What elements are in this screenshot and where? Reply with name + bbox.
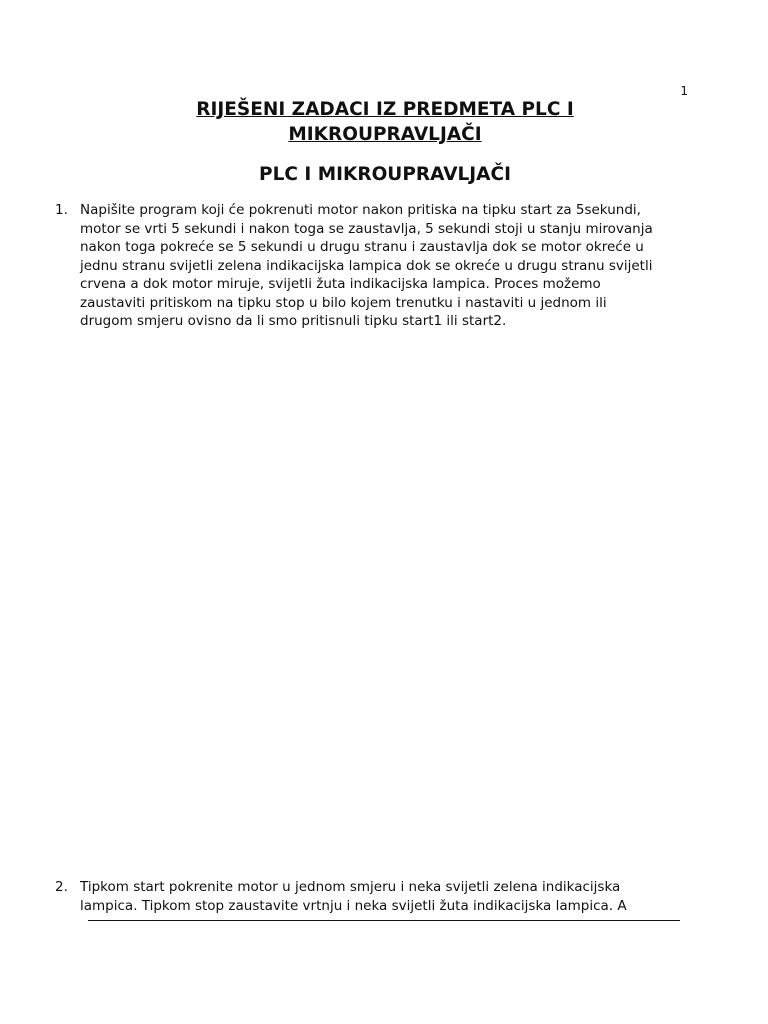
task-line: zaustaviti pritiskom na tipku stop u bilo kojem trenutku i nastaviti u jednom ili <box>80 294 607 311</box>
task-line: Napišite program koji će pokrenuti motor nakon pritiska na tipku start za 5sekundi, <box>80 202 641 218</box>
task-number: 1. <box>55 202 68 218</box>
task-number: 2. <box>55 879 68 895</box>
task-line: crvena a dok motor miruje, svijetli žuta indikacijska lampica. Proces možemo <box>80 276 601 292</box>
task-line: motor se vrti 5 sekundi i nakon toga se zaustavlja, 5 sekundi stoji u stanju mirovanja <box>80 220 653 237</box>
page-number: 1 <box>680 84 688 98</box>
task-line: Tipkom start pokrenite motor u jednom smjeru i neka svijetli zelena indikacijska <box>80 879 621 895</box>
title-line-2: MIKROUPRAVLJAČI <box>288 124 482 145</box>
page-divider <box>88 920 680 921</box>
task-line: lampica. Tipkom stop zaustavite vrtnju i neka svijetli žuta indikacijska lampica. A <box>80 897 627 914</box>
task-line: nakon toga pokreće se 5 sekundi u drugu stranu i zaustavlja dok se motor okreće u <box>80 239 644 255</box>
document-title <box>120 97 650 147</box>
task-item-1 <box>55 201 695 331</box>
document-subtitle: PLC I MIKROUPRAVLJAČI <box>259 164 511 185</box>
task-text <box>80 878 695 915</box>
task-text <box>80 201 695 331</box>
title-line-1: RIJEŠENI ZADACI IZ PREDMETA PLC I <box>196 99 574 120</box>
task-item-2 <box>55 878 695 915</box>
task-line: drugom smjeru ovisno da li smo pritisnuli tipku start1 ili start2. <box>80 313 507 329</box>
task-line: jednu stranu svijetli zelena indikacijska lampica dok se okreće u drugu stranu svijetli <box>80 257 653 274</box>
